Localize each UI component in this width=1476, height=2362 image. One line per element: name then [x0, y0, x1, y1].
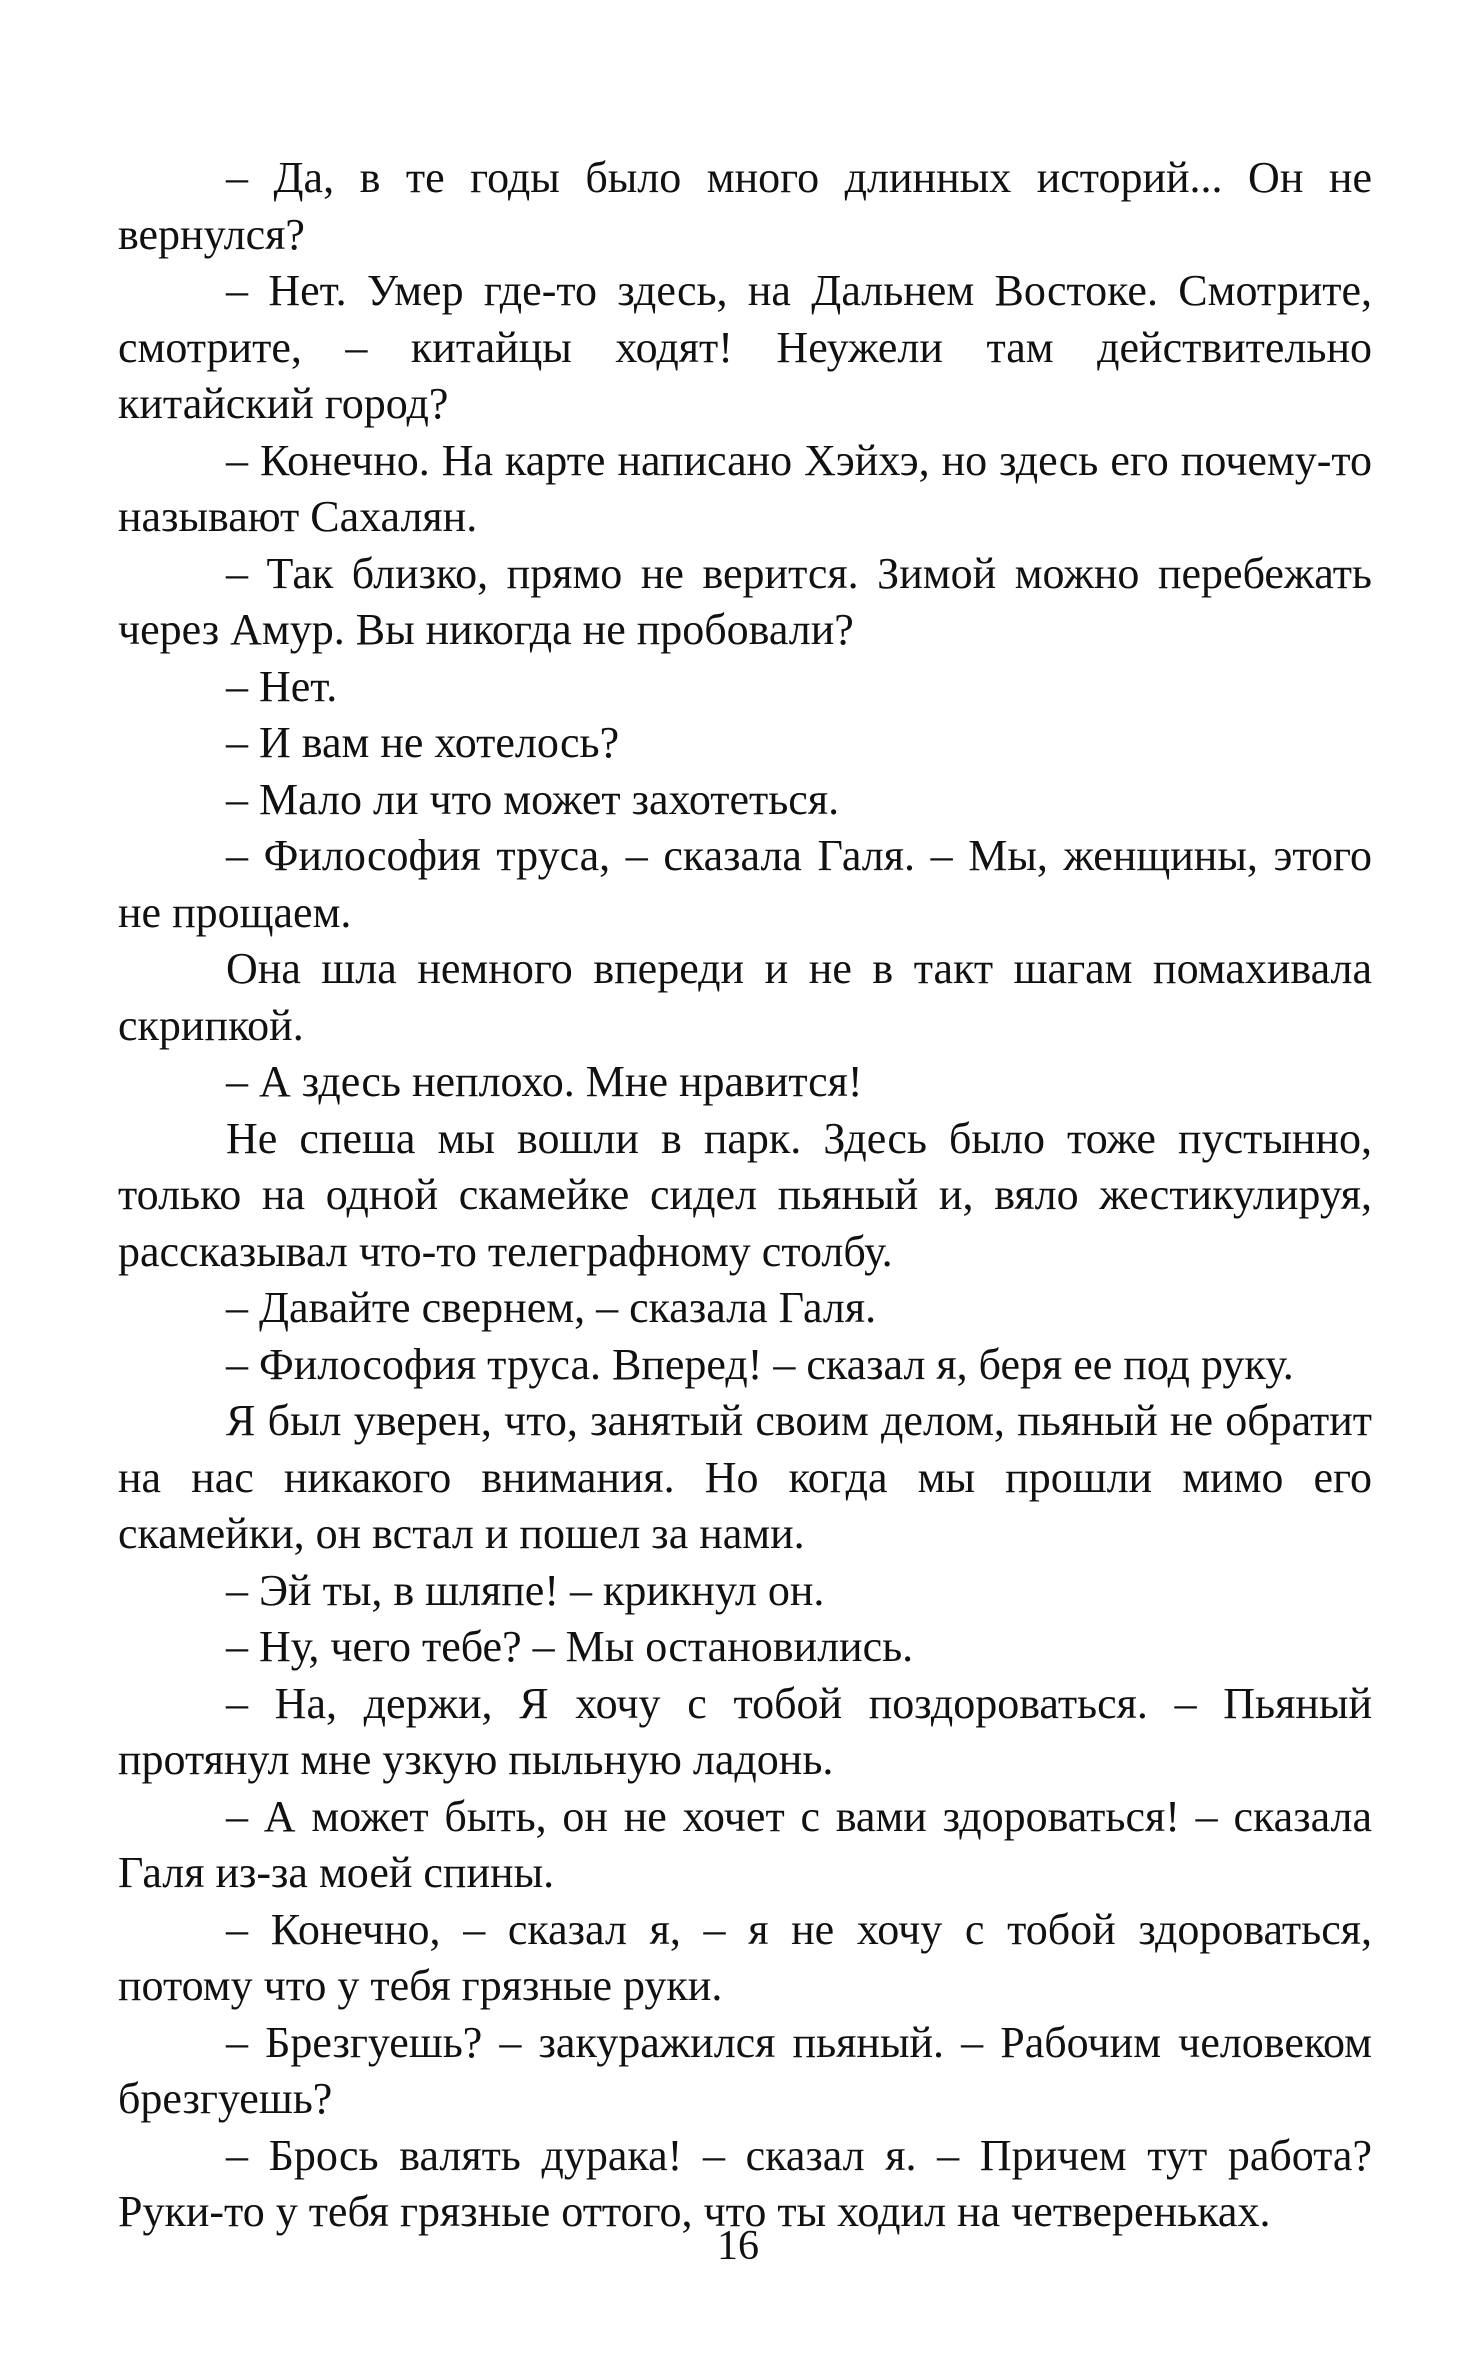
paragraph: – На, держи, Я хочу с тобой поздороваться. – Пьяный протянул мне узкую пыльную ладонь.: [118, 1678, 1372, 1784]
paragraph: – Конечно. На карте написано Хэйхэ, но здесь его почему-то называют Сахалян.: [118, 435, 1372, 541]
paragraph: – Эй ты, в шляпе! – крикнул он.: [226, 1565, 825, 1615]
paragraph: – А здесь неплохо. Мне нравится!: [226, 1057, 863, 1106]
paragraph: – Нет. Умер где-то здесь, на Дальнем Востоке. Смотрите, смотрите, – китайцы ходят! Неужели там действительно китайский город?: [118, 266, 1372, 428]
paragraph: – Давайте свернем, – сказала Галя.: [226, 1283, 877, 1332]
paragraph: – Так близко, прямо не верится. Зимой можно перебежать через Амур. Вы никогда не пробовали?: [118, 548, 1372, 654]
paragraph: – Ну, чего тебе? – Мы остановились.: [226, 1622, 914, 1671]
paragraph: – Брось валять дурака! – сказал я. – Причем тут работа? Руки-то у тебя грязные оттого, что ты ходил на четвереньках.: [118, 2130, 1372, 2236]
paragraph: – Нет.: [226, 661, 338, 711]
paragraph: Она шла немного впереди и не в такт шагам помахивала скрипкой.: [118, 944, 1372, 1050]
paragraph: Не спеша мы вошли в парк. Здесь было тоже пустынно, только на одной скамейке сидел пьяный и, вяло жестикулируя, рассказывал что-то телеграфному столбу.: [118, 1113, 1372, 1276]
page-number: 16: [717, 2223, 759, 2269]
paragraph: – Философия труса. Вперед! – сказал я, беря ее под руку.: [226, 1339, 1294, 1389]
body-text: [118, 150, 1372, 2241]
paragraph: – Конечно, – сказал я, – я не хочу с тобой здороваться, потому что у тебя грязные руки.: [118, 1904, 1372, 2010]
paragraph: – Философия труса, – сказала Галя. – Мы, женщины, этого не прощаем.: [118, 831, 1372, 937]
paragraph: – Брезгуешь? – закуражился пьяный. – Рабочим человеком брезгуешь?: [118, 2017, 1372, 2123]
paragraph: – А может быть, он не хочет с вами здороваться! – сказала Галя из-за моей спины.: [118, 1791, 1372, 1897]
paragraph: – Да, в те годы было много длинных историй... Он не вернулся?: [118, 153, 1372, 259]
paragraph: – Мало ли что может захотеться.: [226, 774, 840, 824]
paragraph: Я был уверен, что, занятый своим делом, пьяный не обратит на нас никакого внимания. Но когда мы прошли мимо его скамейки, он встал и пошел за нами.: [118, 1396, 1372, 1558]
paragraph: – И вам не хотелось?: [226, 718, 620, 767]
